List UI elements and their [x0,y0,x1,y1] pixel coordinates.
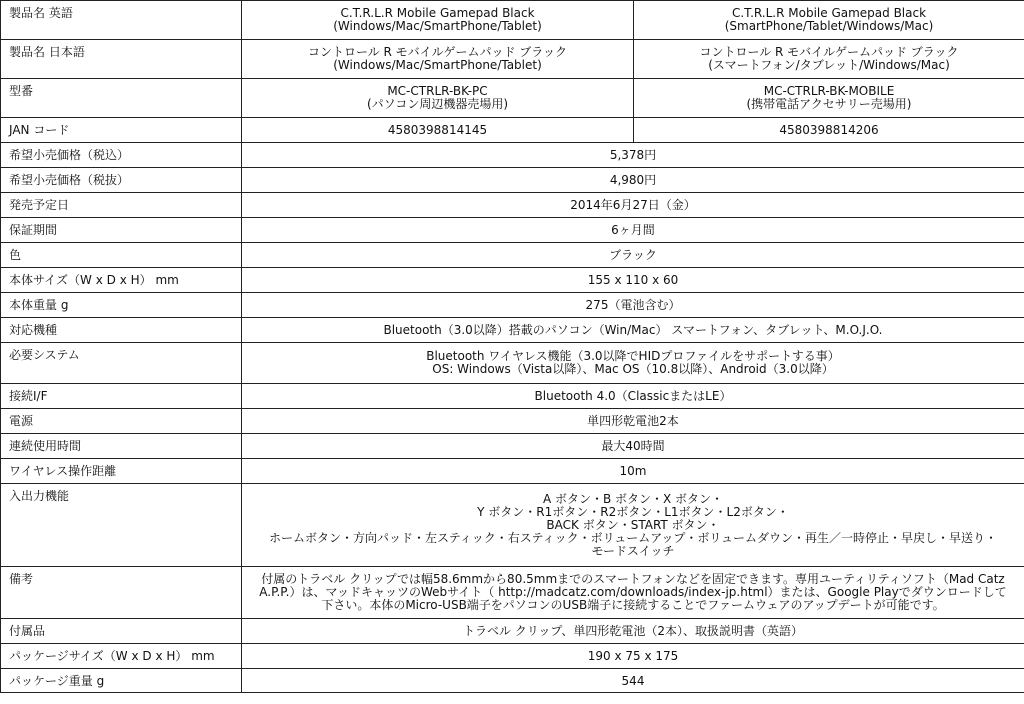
row-value: トラベル クリップ、単四形乾電池（2本）、取扱説明書（英語） [242,619,1024,644]
row-value: 4,980円 [242,168,1024,193]
table-row [1,268,1024,293]
pc-model-value: 4580398814145 [242,118,634,143]
row-value: 10m [242,459,1024,484]
table-row [1,644,1024,669]
table-row [1,409,1024,434]
table-row [1,79,1024,118]
table-row [1,118,1024,143]
table-row [1,168,1024,193]
table-row [1,293,1024,318]
row-label: JAN コード [1,118,242,143]
table-row [1,484,1024,567]
table-row [1,318,1024,343]
row-label: 希望小売価格（税抜） [1,168,242,193]
row-label: 入出力機能 [1,484,242,567]
row-value: 最大40時間 [242,434,1024,459]
table-row [1,193,1024,218]
table-row [1,143,1024,168]
row-value: 544 [242,669,1024,693]
row-label: パッケージサイズ（W x D x H） mm [1,644,242,669]
table-row [1,218,1024,243]
row-value: 155 x 110 x 60 [242,268,1024,293]
table-row [1,343,1024,384]
row-label: 本体重量 g [1,293,242,318]
row-label: ワイヤレス操作距離 [1,459,242,484]
table-row [1,434,1024,459]
mobile-model-value: 4580398814206 [634,118,1024,143]
row-label: 備考 [1,567,242,619]
row-value: 6ヶ月間 [242,218,1024,243]
row-label: 保証期間 [1,218,242,243]
row-label: 必要システム [1,343,242,384]
mobile-model-value: C.T.R.L.R Mobile Gamepad Black (SmartPhone/Tablet/Windows/Mac) [634,1,1024,40]
mobile-model-value: MC-CTRLR-BK-MOBILE (携帯電話アクセサリー売場用) [634,79,1024,118]
row-value: 190 x 75 x 175 [242,644,1024,669]
table-row [1,669,1024,693]
table-row [1,619,1024,644]
row-label: パッケージ重量 g [1,669,242,693]
table-row [1,243,1024,268]
row-label: 付属品 [1,619,242,644]
row-label: 希望小売価格（税込） [1,143,242,168]
row-label: 製品名 日本語 [1,40,242,79]
row-label: 型番 [1,79,242,118]
row-label: 対応機種 [1,318,242,343]
table-row [1,384,1024,409]
row-label: 発売予定日 [1,193,242,218]
table-row [1,1,1024,40]
row-value: Bluetooth ワイヤレス機能（3.0以降でHIDプロファイルをサポートする事） OS: Windows（Vista以降）、Mac OS（10.8以降）、Android（3.0以降） [242,343,1024,384]
row-value: Bluetooth（3.0以降）搭載のパソコン（Win/Mac） スマートフォン、タブレット、M.O.J.O. [242,318,1024,343]
mobile-model-value: コントロール R モバイルゲームパッド ブラック (スマートフォン/タブレット/Windows/Mac) [634,40,1024,79]
row-value: 2014年6月27日（金） [242,193,1024,218]
row-value: ブラック [242,243,1024,268]
row-label: 製品名 英語 [1,1,242,40]
pc-model-value: C.T.R.L.R Mobile Gamepad Black (Windows/Mac/SmartPhone/Tablet) [242,1,634,40]
row-value: 275（電池含む） [242,293,1024,318]
pc-model-value: コントロール R モバイルゲームパッド ブラック (Windows/Mac/SmartPhone/Tablet) [242,40,634,79]
row-value: A ボタン・B ボタン・X ボタン・ Y ボタン・R1ボタン・R2ボタン・L1ボタン・L2ボタン・ BACK ボタン・START ボタン・ ホームボタン・方向パッド・左スティック・右スティック・ボリュームアップ・ボリュームダウン・再生／一時停止・早戻し・早送り・ モードスイッチ [242,484,1024,567]
row-value: Bluetooth 4.0（ClassicまたはLE） [242,384,1024,409]
table-row [1,459,1024,484]
pc-model-value: MC-CTRLR-BK-PC (パソコン周辺機器売場用) [242,79,634,118]
row-value: 単四形乾電池2本 [242,409,1024,434]
row-value: 5,378円 [242,143,1024,168]
row-label: 電源 [1,409,242,434]
row-label: 色 [1,243,242,268]
table-row [1,40,1024,79]
row-value: 付属のトラベル クリップでは幅58.6mmから80.5mmまでのスマートフォンなどを固定できます。専用ユーティリティソフト（Mad Catz A.P.P.）は、マッドキャッツのWebサイト（ http://madcatz.com/downloads/index-jp.html）または、Google Playでダウンロードして 下さい。本体のMicro-USB端子をパソコンのUSB端子に接続することでファームウェアのアップデートが可能です。 [242,567,1024,619]
row-label: 本体サイズ（W x D x H） mm [1,268,242,293]
table-row [1,567,1024,619]
row-label: 接続I/F [1,384,242,409]
row-label: 連続使用時間 [1,434,242,459]
